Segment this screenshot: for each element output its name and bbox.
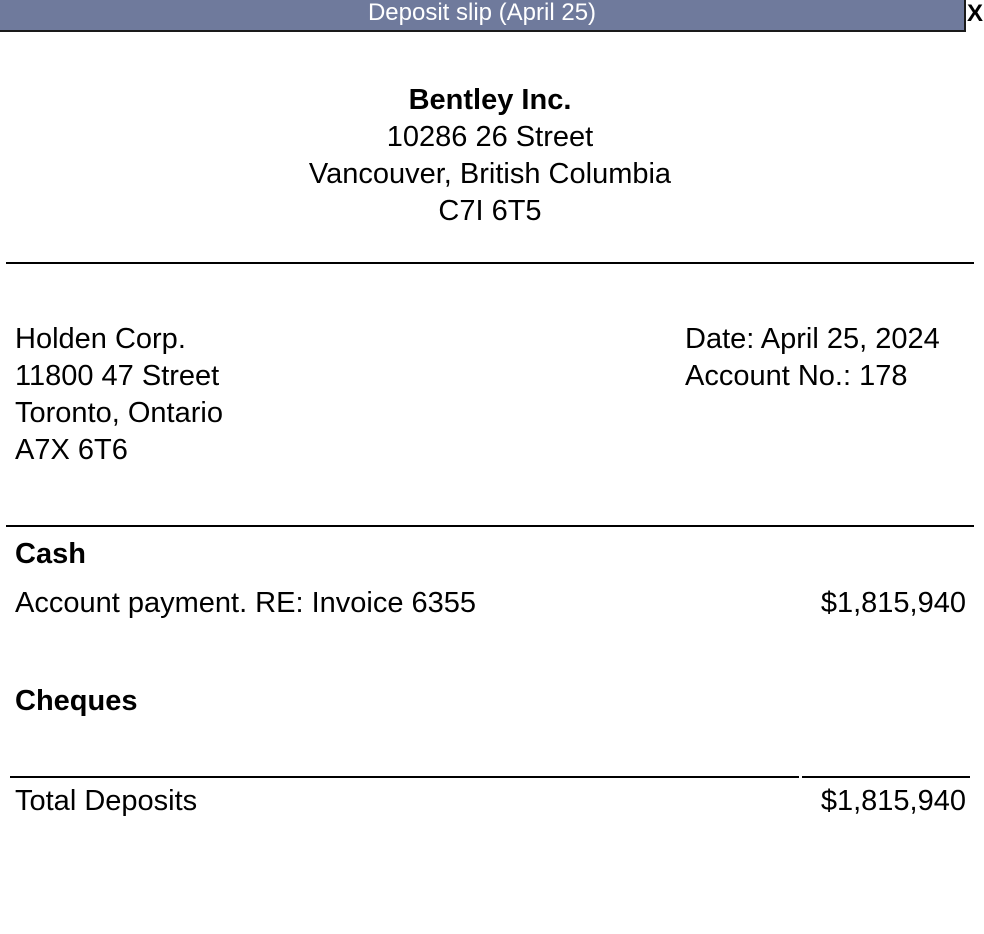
customer-postal-code: A7X 6T6	[15, 434, 128, 466]
cheques-heading: Cheques	[15, 685, 138, 717]
deposit-date: Date: April 25, 2024	[685, 323, 940, 355]
close-button[interactable]: X	[964, 0, 984, 32]
cash-line-amount: $1,815,940	[820, 587, 966, 619]
account-number: Account No.: 178	[685, 360, 908, 392]
bank-name: Bentley Inc.	[408, 84, 572, 116]
customer-address-block	[15, 321, 223, 469]
total-deposits-amount: $1,815,940	[820, 785, 966, 817]
window-titlebar	[0, 0, 984, 32]
details-divider	[6, 525, 974, 527]
bank-street: 10286 26 Street	[386, 121, 594, 153]
bank-city: Vancouver, British Columbia	[308, 158, 672, 190]
total-divider-left	[10, 776, 799, 778]
bank-address-block	[0, 82, 980, 230]
cash-heading: Cash	[15, 538, 86, 570]
window-title: Deposit slip (April 25)	[367, 0, 597, 26]
cash-line-description: Account payment. RE: Invoice 6355	[15, 587, 477, 619]
customer-name: Holden Corp.	[15, 323, 186, 355]
header-divider	[6, 262, 974, 264]
bank-postal-code: C7I 6T5	[438, 195, 542, 227]
total-divider-right	[802, 776, 970, 778]
customer-city: Toronto, Ontario	[15, 397, 223, 429]
customer-street: 11800 47 Street	[15, 360, 220, 392]
deposit-meta-block	[685, 321, 940, 395]
total-deposits-label: Total Deposits	[15, 785, 198, 817]
